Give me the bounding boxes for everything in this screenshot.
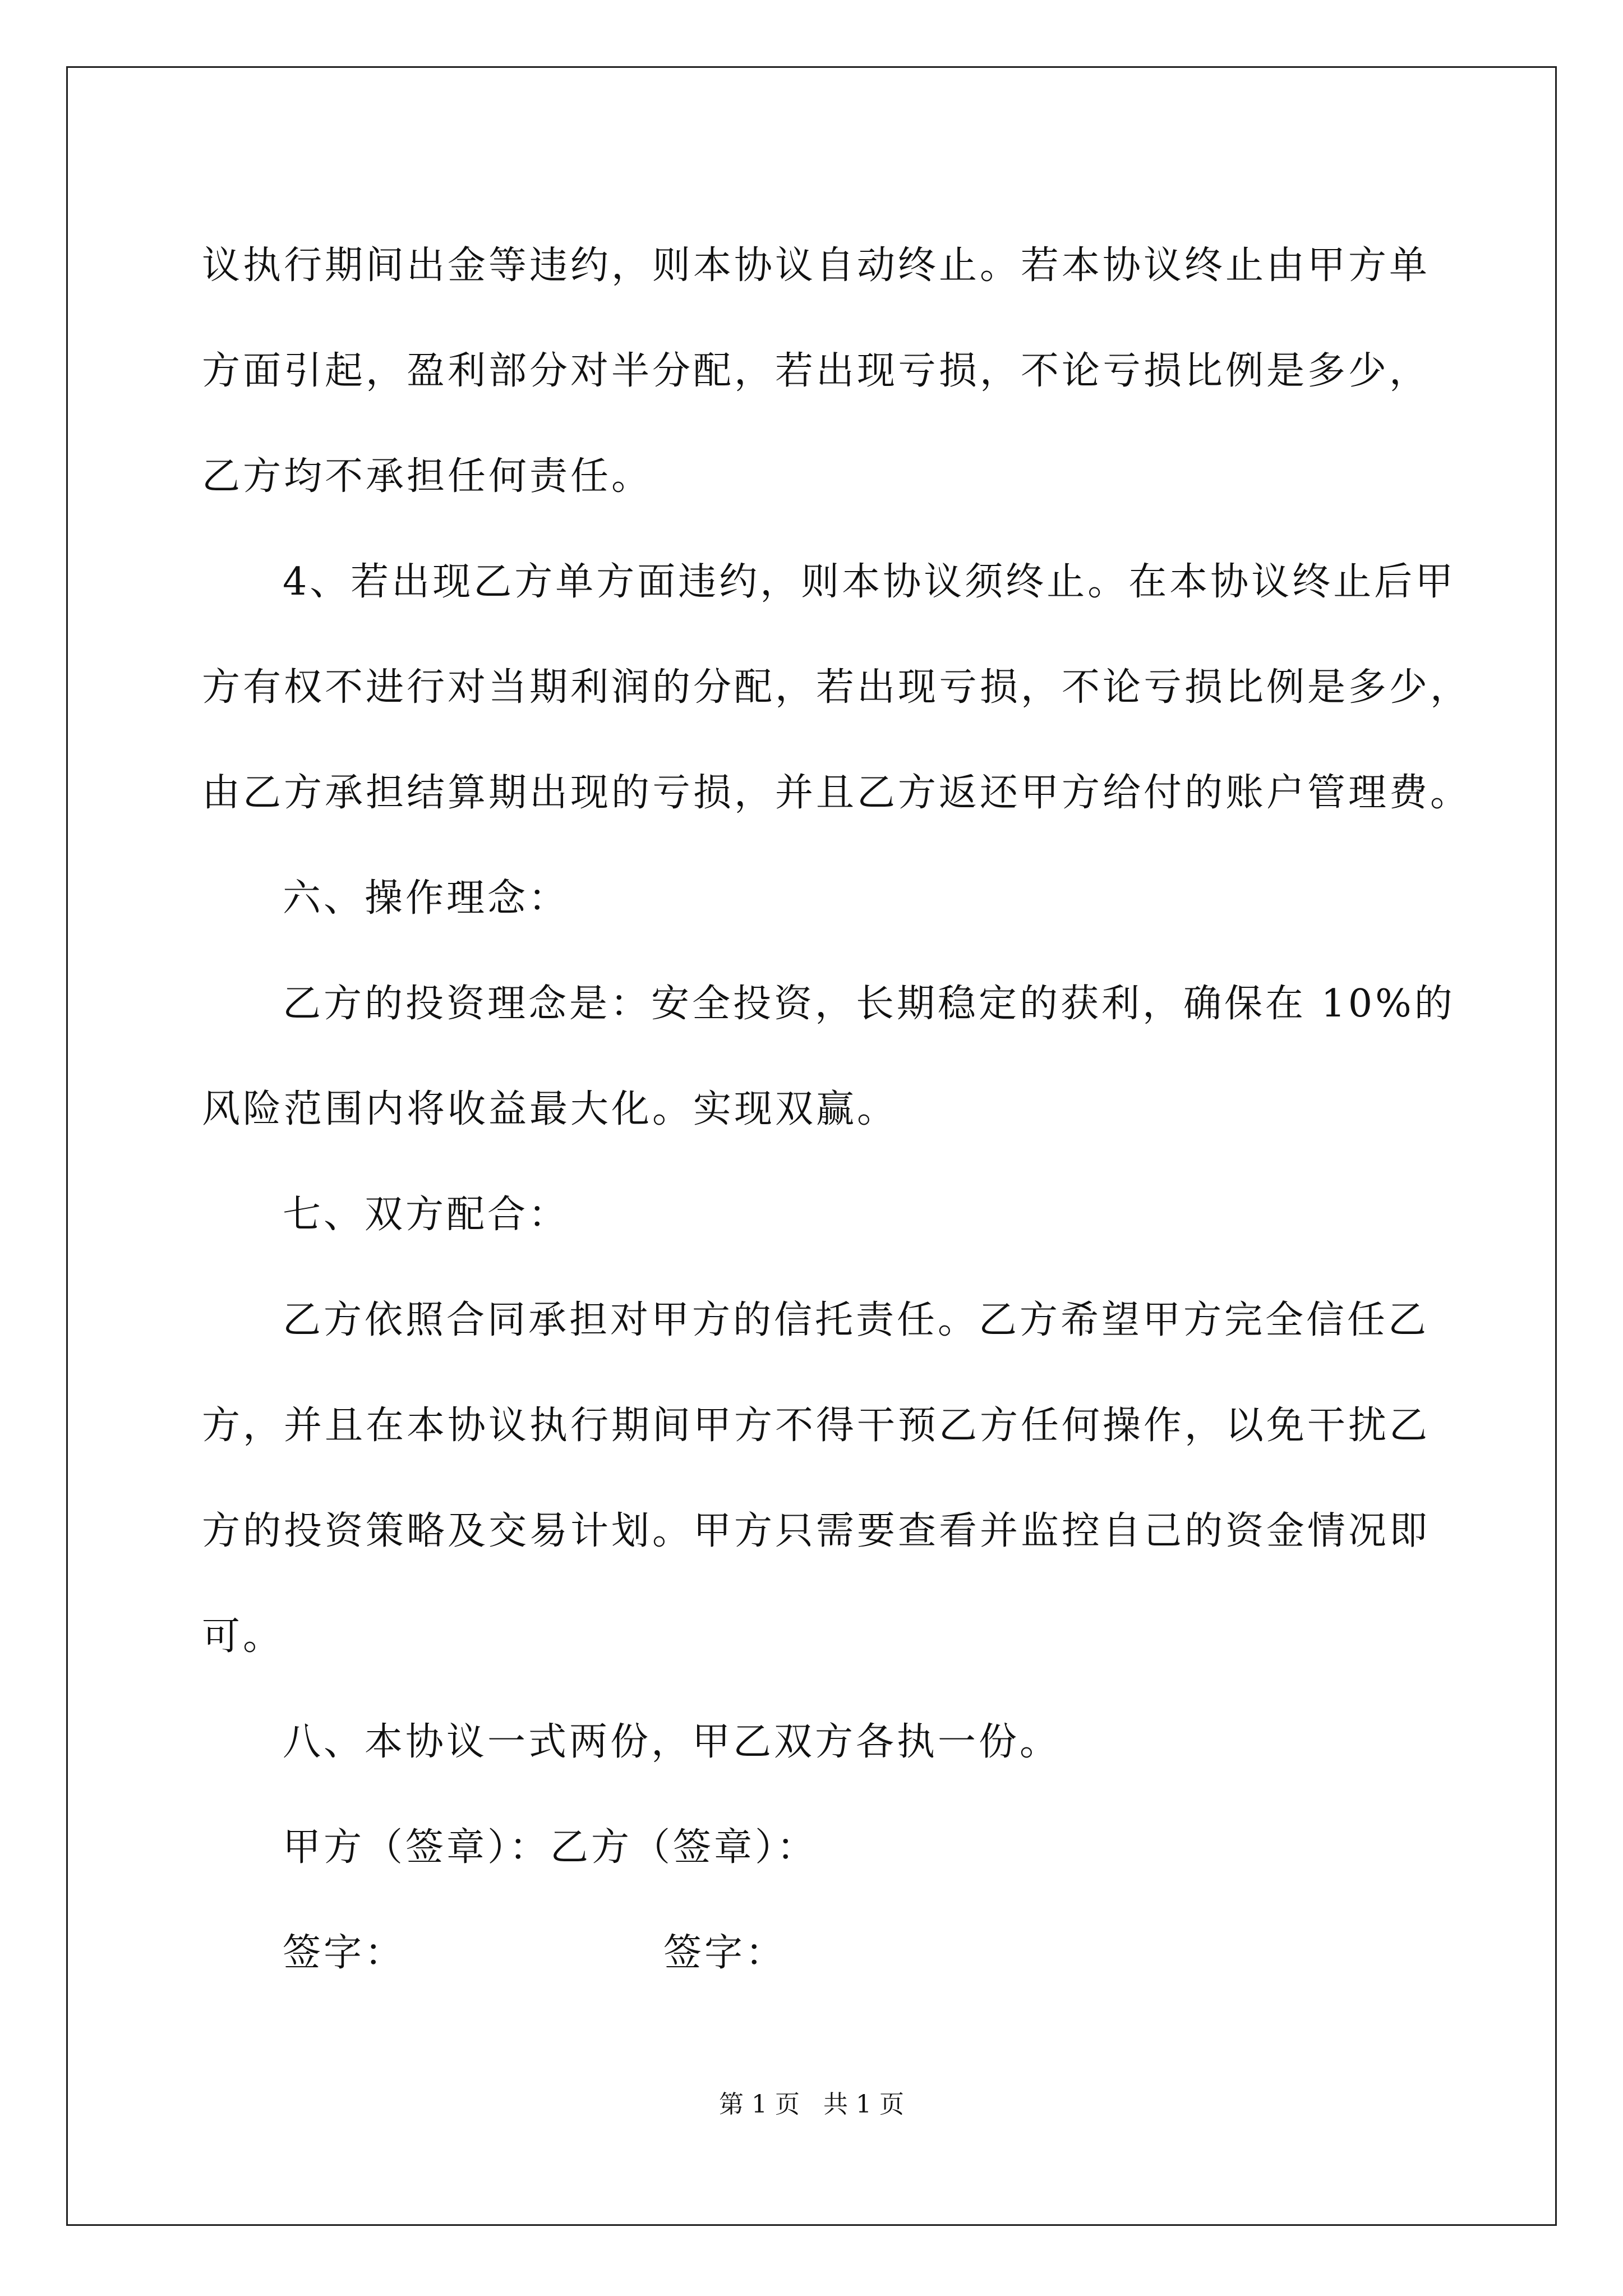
page-footer: 第 1 页 共 1 页 [719,2090,904,2119]
text-line: 乙方依照合同承担对甲方的信托责任。乙方希望甲方完全信任乙 [283,1298,1430,1342]
section-heading-copies: 八、本协议一式两份，甲乙双方各执一份。 [283,1720,1061,1764]
text-line: 乙方均不承担任何责任。 [202,454,653,499]
seal-line: 甲方（签章）：乙方（签章）： [283,1825,818,1870]
text-line: 风险范围内将收益最大化。实现双赢。 [202,1087,898,1131]
text-line: 议执行期间出金等违约，则本协议自动终止。若本协议终止由甲方单 [202,243,1431,288]
signature-row [202,1901,1424,2006]
text-line: 方的投资策略及交易计划。甲方只需要查看并监控自己的资金情况即 [202,1509,1431,1553]
document-body [202,213,1472,2006]
text-line: 乙方的投资理念是：安全投资，长期稳定的获利，确保在 10%的 [283,982,1455,1026]
text-line: 可。 [202,1614,284,1659]
text-line: 由乙方承担结算期出现的亏损，并且乙方返还甲方给付的账户管理费。 [202,771,1472,815]
text-line: 方面引起，盈利部分对半分配，若出现亏损，不论亏损比例是多少， [202,349,1431,393]
clause-4-line: 4、若出现乙方单方面违约，则本协议须终止。在本协议终止后甲 [283,560,1456,604]
text-line: 方，并且在本协议执行期间甲方不得干预乙方任何操作，以免干扰乙 [202,1404,1431,1448]
signature-label-party-a: 签字： [283,1931,406,1975]
section-heading-cooperation: 七、双方配合： [283,1193,570,1237]
signature-label-party-b: 签字： [663,1931,787,1975]
section-heading-operation-concept: 六、操作理念： [283,876,570,921]
text-line: 方有权不进行对当期利润的分配，若出现亏损，不论亏损比例是多少， [202,665,1472,710]
